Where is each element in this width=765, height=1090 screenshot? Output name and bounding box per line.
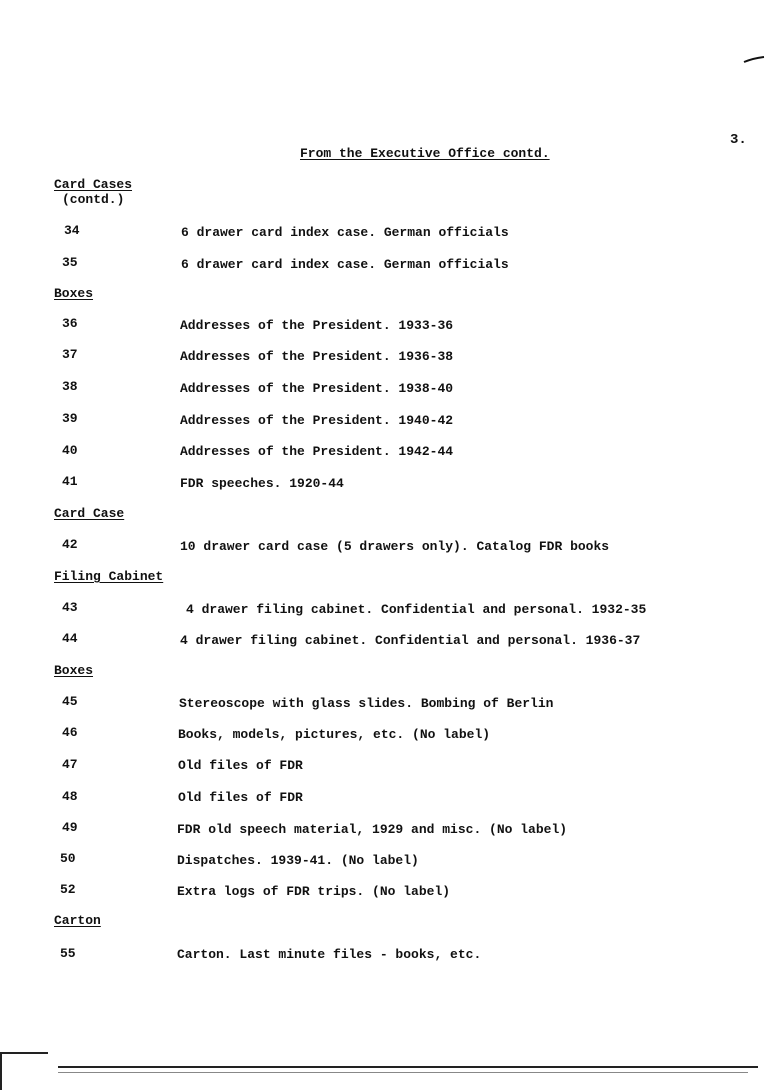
entry-description: Books, models, pictures, etc. (No label) (178, 727, 491, 742)
entry-description: 4 drawer filing cabinet. Confidential and personal. 1932-35 (186, 602, 647, 617)
section-heading-carton: Carton (54, 913, 101, 928)
entry-number: 50 (60, 851, 76, 866)
entry-number: 45 (62, 694, 78, 709)
bottom-rule (58, 1072, 748, 1073)
entry-description: Addresses of the President. 1940-42 (180, 413, 454, 428)
entry-number: 36 (62, 316, 78, 331)
section-heading-boxes: Boxes (54, 663, 94, 678)
entry-description: Extra logs of FDR trips. (No label) (177, 884, 451, 899)
entry-number: 39 (62, 411, 78, 426)
entry-number: 40 (62, 443, 78, 458)
section-heading-filing-cabinet: Filing Cabinet (54, 569, 164, 584)
entry-number: 38 (62, 379, 78, 394)
entry-description: Addresses of the President. 1933-36 (180, 318, 454, 333)
entry-number: 34 (64, 223, 80, 238)
entry-description: Dispatches. 1939-41. (No label) (177, 853, 419, 868)
page-number: 3. (730, 132, 747, 148)
entry-description: 10 drawer card case (5 drawers only). Catalog FDR books (180, 539, 610, 554)
entry-number: 43 (62, 600, 78, 615)
entry-number: 42 (62, 537, 78, 552)
entry-description: Carton. Last minute files - books, etc. (177, 947, 482, 962)
entry-description: Stereoscope with glass slides. Bombing of Berlin (179, 696, 554, 711)
entry-number: 47 (62, 757, 78, 772)
entry-number: 52 (60, 882, 76, 897)
bottom-rule (58, 1066, 758, 1068)
entry-number: 37 (62, 347, 78, 362)
section-subheading-contd: (contd.) (62, 192, 125, 207)
entry-description: Addresses of the President. 1936-38 (180, 349, 454, 364)
entry-description: 4 drawer filing cabinet. Confidential and personal. 1936-37 (180, 633, 641, 648)
entry-description: Addresses of the President. 1942-44 (180, 444, 454, 459)
section-heading-card-case: Card Case (54, 506, 125, 521)
entry-description: Old files of FDR (178, 790, 303, 805)
page-border-line (0, 1052, 48, 1054)
entry-number: 46 (62, 725, 78, 740)
pen-mark (742, 52, 765, 66)
entry-description: Addresses of the President. 1938-40 (180, 381, 454, 396)
section-heading-boxes: Boxes (54, 286, 94, 301)
entry-number: 41 (62, 474, 78, 489)
entry-number: 49 (62, 820, 78, 835)
page-border-line (0, 1052, 2, 1090)
entry-description: FDR old speech material, 1929 and misc. (No label) (177, 822, 568, 837)
entry-description: 6 drawer card index case. German officials (181, 225, 509, 240)
entry-description: FDR speeches. 1920-44 (180, 476, 344, 491)
entry-number: 35 (62, 255, 78, 270)
entry-number: 44 (62, 631, 78, 646)
entry-description: Old files of FDR (178, 758, 303, 773)
entry-number: 48 (62, 789, 78, 804)
section-heading-card-cases: Card Cases (54, 177, 133, 192)
entry-description: 6 drawer card index case. German officials (181, 257, 509, 272)
entry-number: 55 (60, 946, 76, 961)
page-title: From the Executive Office contd. (300, 146, 550, 161)
